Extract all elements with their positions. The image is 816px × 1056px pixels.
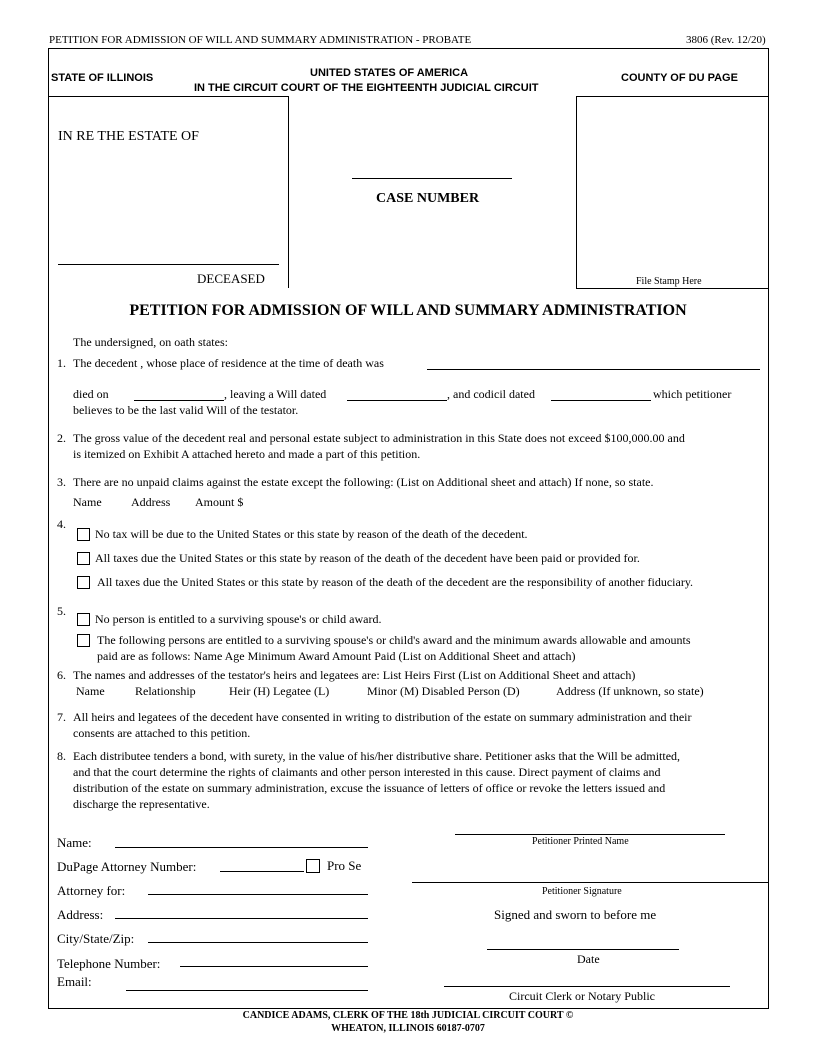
printed-name-line[interactable] bbox=[455, 834, 725, 835]
other-fiduciary-checkbox[interactable] bbox=[77, 576, 90, 589]
no-tax-checkbox[interactable] bbox=[77, 528, 90, 541]
no-award-checkbox[interactable] bbox=[77, 613, 90, 626]
attorney-name-label: Name: bbox=[57, 835, 92, 850]
intro-text: The undersigned, on oath states: bbox=[73, 335, 228, 349]
item-8-line3: distribution of the estate on summary administration, excuse the issuance of letters of office or revoke the letters issued and bbox=[73, 781, 666, 795]
item-6-number: 6. bbox=[57, 668, 66, 682]
item-2-number: 2. bbox=[57, 431, 66, 445]
in-re-label: IN RE THE ESTATE OF bbox=[58, 129, 199, 144]
notary-label: Circuit Clerk or Notary Public bbox=[509, 989, 655, 1003]
will-dated-label: , leaving a Will dated bbox=[224, 387, 327, 401]
item-8-number: 8. bbox=[57, 749, 66, 763]
death-date-line[interactable] bbox=[134, 400, 224, 401]
claims-col-name: Name bbox=[73, 495, 102, 509]
died-on-label: died on bbox=[73, 387, 109, 401]
residence-line[interactable] bbox=[427, 369, 760, 370]
item-6-line1: The names and addresses of the testator's heirs and legatees are: List Heirs First (List on Additional Sheet and attach) bbox=[73, 668, 636, 682]
notary-line[interactable] bbox=[444, 986, 730, 987]
will-date-line[interactable] bbox=[347, 400, 447, 401]
award-persons-line2: paid are as follows: Name Age Minimum Award Amount Paid (List on Additional Sheet and attach) bbox=[97, 649, 576, 663]
county-label: COUNTY OF DU PAGE bbox=[621, 72, 738, 84]
date-label: Date bbox=[577, 952, 600, 966]
file-stamp-label: File Stamp Here bbox=[636, 276, 702, 287]
deceased-label: DECEASED bbox=[197, 271, 265, 286]
date-line[interactable] bbox=[487, 949, 679, 950]
footer-clerk: CANDICE ADAMS, CLERK OF THE 18th JUDICIAL CIRCUIT COURT © bbox=[242, 1010, 574, 1021]
attorney-number-label: DuPage Attorney Number: bbox=[57, 859, 197, 874]
taxes-paid-label: All taxes due the United States or this state by reason of the death of the decedent have been paid or provided for. bbox=[95, 551, 640, 565]
telephone-label: Telephone Number: bbox=[57, 956, 161, 971]
heirs-col-heir-legatee: Heir (H) Legatee (L) bbox=[229, 684, 330, 698]
heirs-col-address: Address (If unknown, so state) bbox=[556, 684, 704, 698]
form-title-header: PETITION FOR ADMISSION OF WILL AND SUMMARY ADMINISTRATION - PROBATE bbox=[49, 34, 472, 46]
case-number-line[interactable] bbox=[352, 178, 512, 179]
which-petitioner-label: which petitioner bbox=[653, 387, 732, 401]
country-label: UNITED STATES OF AMERICA bbox=[310, 67, 469, 79]
item-7-number: 7. bbox=[57, 710, 66, 724]
attorney-number-line[interactable] bbox=[220, 871, 304, 872]
claims-col-address: Address bbox=[131, 495, 171, 509]
footer-address: WHEATON, ILLINOIS 60187-0707 bbox=[331, 1023, 485, 1034]
caption-top-rule bbox=[48, 96, 288, 97]
item-8-line4: discharge the representative. bbox=[73, 797, 210, 811]
state-label: STATE OF ILLINOIS bbox=[51, 72, 154, 84]
claims-col-amount: Amount $ bbox=[195, 495, 244, 509]
email-line[interactable] bbox=[126, 990, 368, 991]
signature-label: Petitioner Signature bbox=[542, 886, 622, 897]
item-2-line2: is itemized on Exhibit A attached hereto and made a part of this petition. bbox=[73, 447, 421, 461]
item-7-line2: consents are attached to this petition. bbox=[73, 726, 251, 740]
item-3-line1: There are no unpaid claims against the estate except the following: (List on Additional sheet and attach) If none, so state. bbox=[73, 475, 654, 489]
heirs-col-name: Name bbox=[76, 684, 105, 698]
award-persons-line1: The following persons are entitled to a surviving spouse's or child's award and the minimum awards allowable and amounts bbox=[97, 633, 691, 647]
item-3-number: 3. bbox=[57, 475, 66, 489]
attorney-for-label: Attorney for: bbox=[57, 883, 126, 898]
attorney-for-line[interactable] bbox=[148, 894, 368, 895]
other-fiduciary-label: All taxes due the United States or this state by reason of the death of the decedent are the responsibility of another fiduciary. bbox=[97, 575, 694, 589]
award-persons-checkbox[interactable] bbox=[77, 634, 90, 647]
item-8-line2: and that the court determine the rights of claimants and other person interested in this cause. Direct payment of claims and bbox=[73, 765, 661, 779]
codicil-date-line[interactable] bbox=[551, 400, 651, 401]
caption-left-divider bbox=[288, 96, 289, 288]
no-award-label: No person is entitled to a surviving spouse's or child award. bbox=[95, 612, 382, 626]
pro-se-checkbox[interactable] bbox=[306, 859, 320, 873]
item-5-number: 5. bbox=[57, 604, 66, 618]
heirs-col-minor-disabled: Minor (M) Disabled Person (D) bbox=[367, 684, 520, 698]
address-line[interactable] bbox=[115, 918, 368, 919]
address-label: Address: bbox=[57, 907, 104, 922]
item-1-number: 1. bbox=[57, 356, 66, 370]
telephone-line[interactable] bbox=[180, 966, 368, 967]
taxes-paid-checkbox[interactable] bbox=[77, 552, 90, 565]
printed-name-label: Petitioner Printed Name bbox=[532, 836, 629, 847]
signature-line[interactable] bbox=[412, 882, 768, 883]
sworn-label: Signed and sworn to before me bbox=[494, 907, 657, 922]
file-stamp-box bbox=[576, 96, 769, 289]
item-1-line3: believes to be the last valid Will of the testator. bbox=[73, 403, 299, 417]
city-state-zip-label: City/State/Zip: bbox=[57, 931, 135, 946]
form-number: 3806 (Rev. 12/20) bbox=[686, 34, 766, 46]
item-8-line1: Each distributee tenders a bond, with surety, in the value of his/her distributive share. Petitioner asks that the Will be admitted, bbox=[73, 749, 681, 763]
petition-title: PETITION FOR ADMISSION OF WILL AND SUMMARY ADMINISTRATION bbox=[129, 302, 687, 319]
case-number-label: CASE NUMBER bbox=[376, 191, 480, 206]
codicil-dated-label: , and codicil dated bbox=[447, 387, 535, 401]
city-state-zip-line[interactable] bbox=[148, 942, 368, 943]
item-2-line1: The gross value of the decedent real and personal estate subject to administration in this State does not exceed $100,000.00 and bbox=[73, 431, 685, 445]
email-label: Email: bbox=[57, 974, 92, 989]
item-1-line1: The decedent , whose place of residence at the time of death was bbox=[73, 356, 384, 370]
circuit-label: IN THE CIRCUIT COURT OF THE EIGHTEENTH JUDICIAL CIRCUIT bbox=[194, 82, 539, 94]
attorney-name-line[interactable] bbox=[115, 847, 368, 848]
item-7-line1: All heirs and legatees of the decedent have consented in writing to distribution of the estate on summary administration and their bbox=[73, 710, 692, 724]
item-4-number: 4. bbox=[57, 517, 66, 531]
decedent-name-line[interactable] bbox=[58, 264, 279, 265]
no-tax-label: No tax will be due to the United States or this state by reason of the death of the decedent. bbox=[95, 527, 528, 541]
heirs-col-relationship: Relationship bbox=[135, 684, 196, 698]
pro-se-label: Pro Se bbox=[327, 858, 362, 873]
